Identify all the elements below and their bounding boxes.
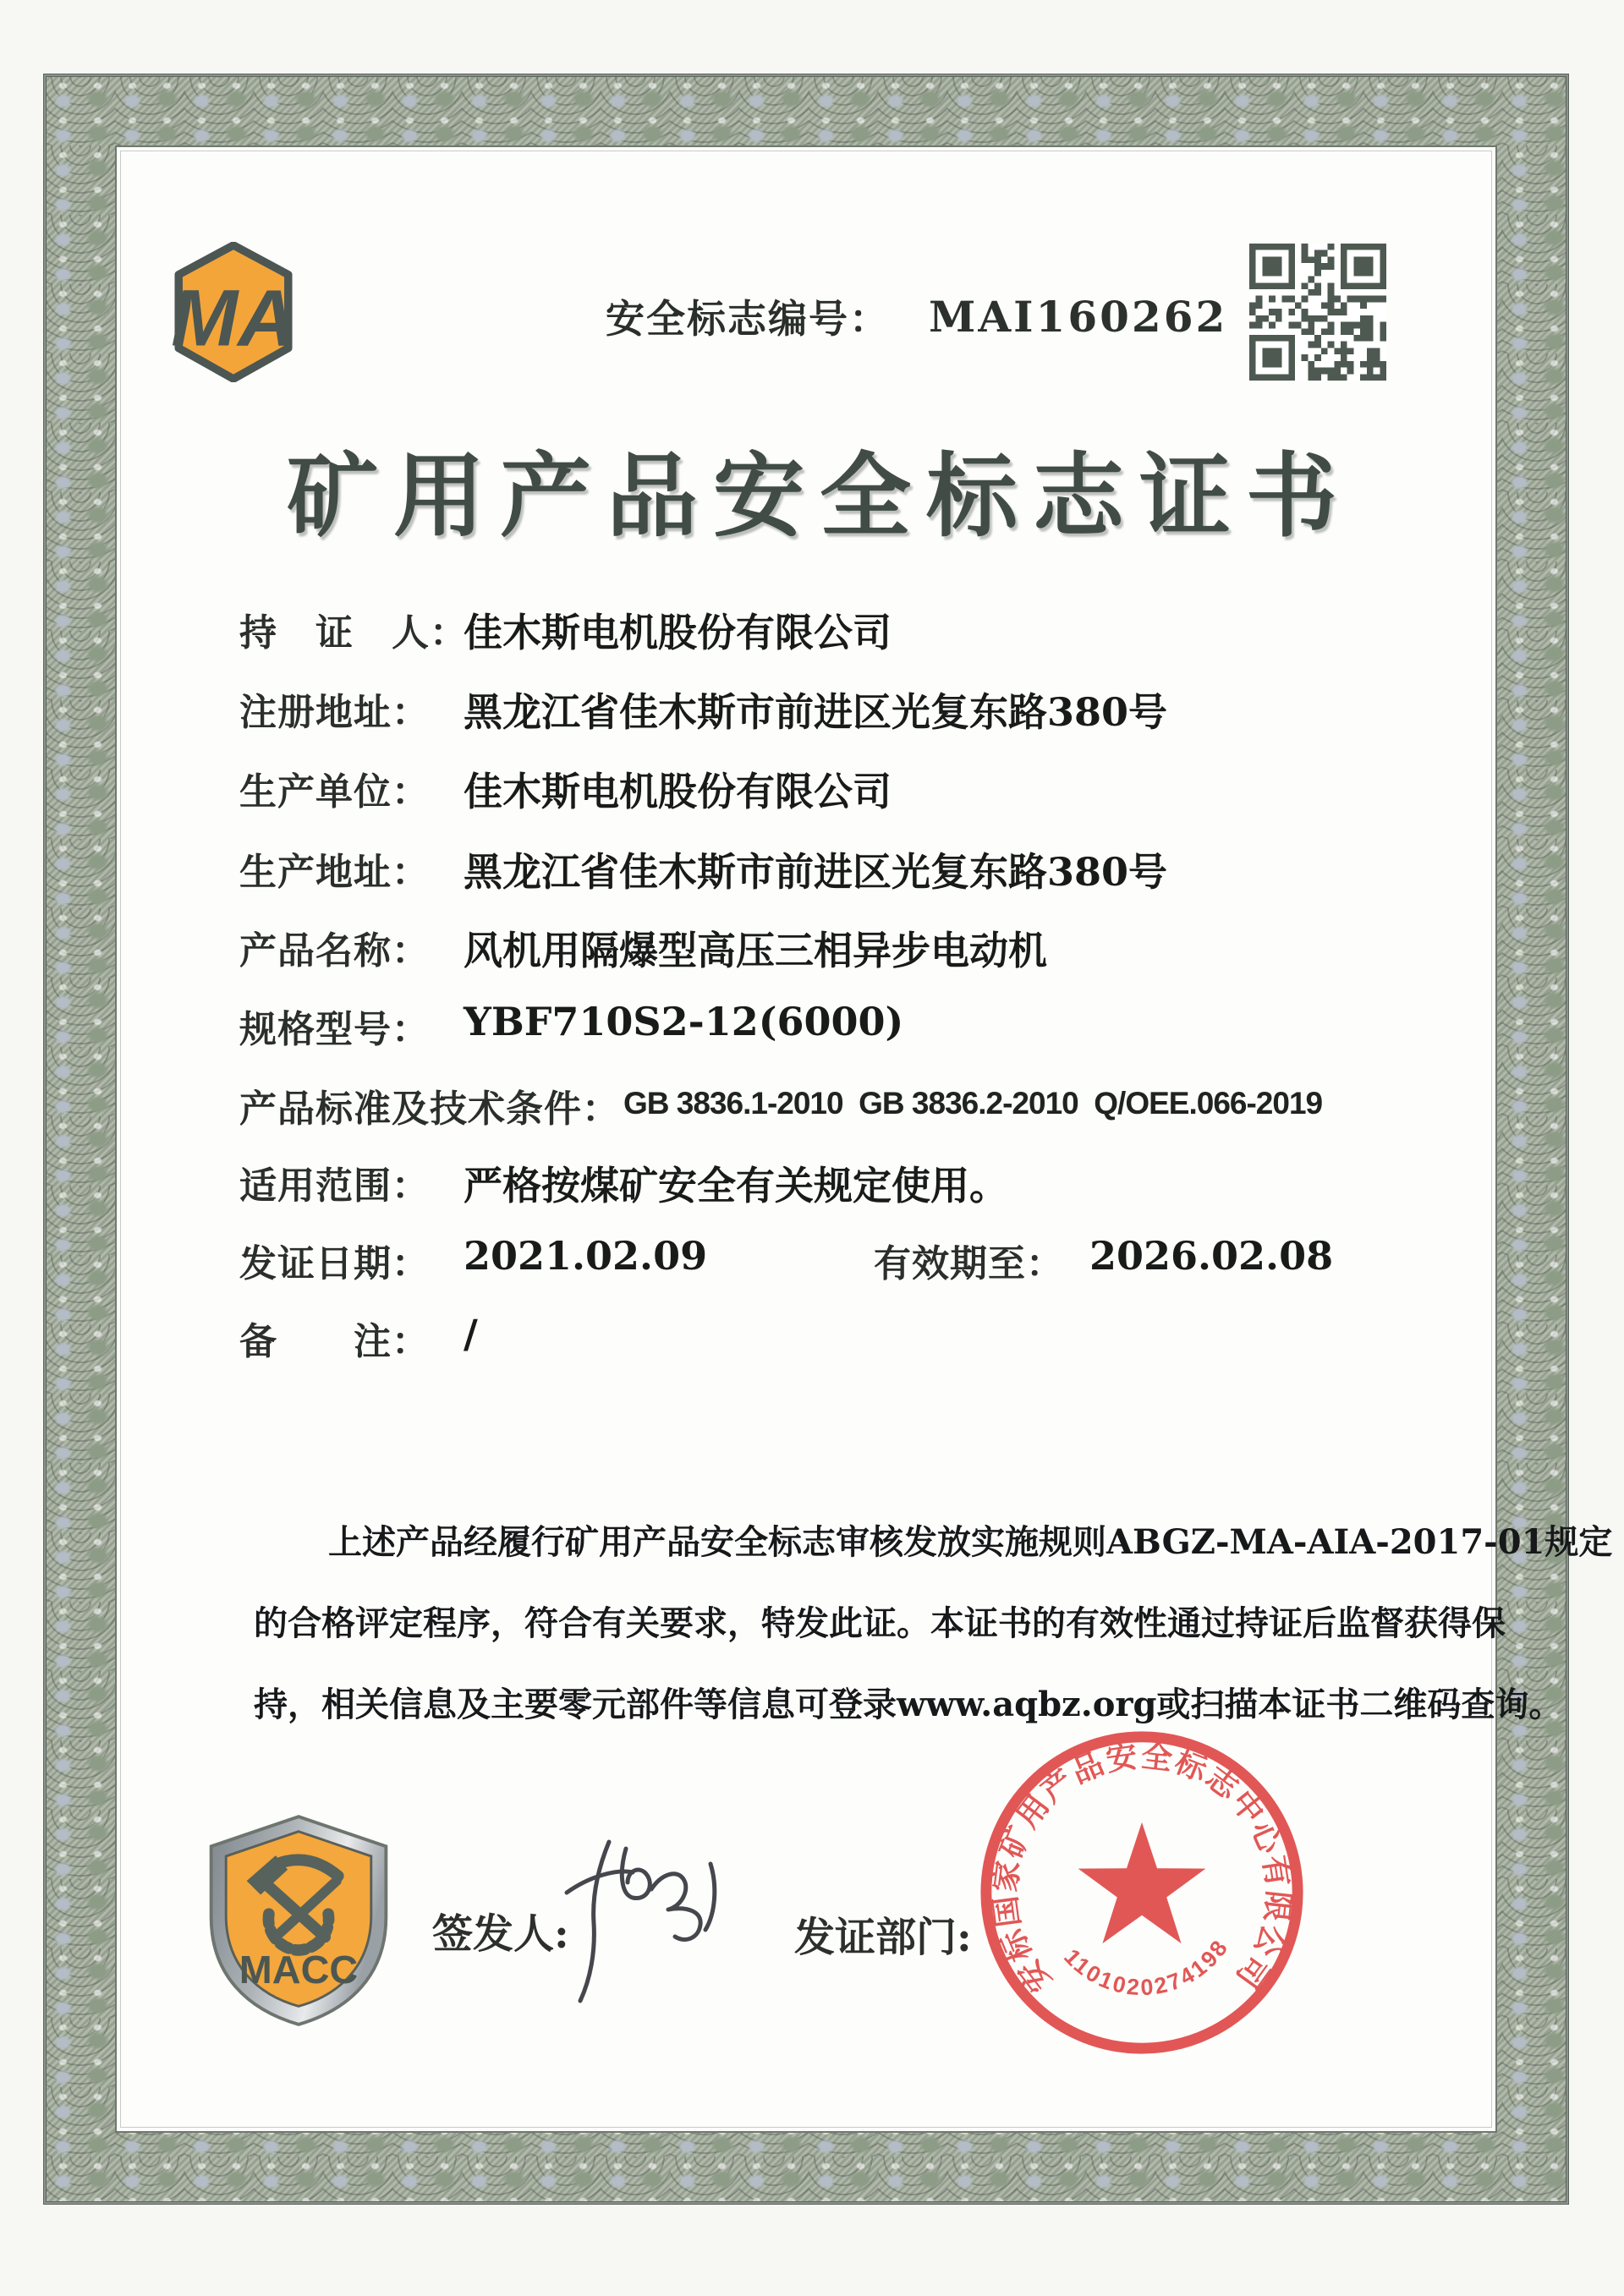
field-label-manufacturer: 生产单位： — [239, 771, 430, 813]
field-label-remark: 备 注： — [239, 1321, 430, 1362]
safety-number-label: 安全标志编号： — [606, 297, 890, 341]
field-value-product-name: 风机用隔爆型高压三相异步电动机 — [464, 928, 1047, 973]
seal-serial-number: 1101020274198 — [1059, 1933, 1234, 2001]
seal-star-icon — [1078, 1822, 1206, 1943]
issuing-department-label: 发证部门: — [794, 1914, 972, 1961]
field-value-scope: 严格按煤矿安全有关规定使用。 — [464, 1163, 1008, 1208]
field-value-reg-address: 黑龙江省佳木斯市前进区光复东路380号 — [464, 689, 1168, 735]
svg-text:1101020274198 — [1059, 1934, 1233, 2000]
statement-line-1: 上述产品经履行矿用产品安全标志审核发放实施规则ABGZ-MA-AIA-2017-01规定 — [328, 1522, 1613, 1562]
official-red-seal — [974, 1725, 1309, 2060]
ma-safety-mark-logo-icon — [167, 242, 300, 382]
field-label-reg-address: 注册地址： — [239, 692, 430, 733]
statement-line-2: 的合格评定程序，符合有关要求，特发此证。本证书的有效性通过持证后监督获得保 — [254, 1603, 1506, 1643]
qr-code-icon — [1249, 244, 1386, 381]
field-label-standards: 产品标准及技术条件： — [239, 1088, 620, 1130]
field-label-scope: 适用范围： — [239, 1165, 430, 1207]
field-label-product-name: 产品名称： — [239, 930, 430, 972]
ma-logo-letters: MA — [171, 273, 296, 364]
macc-shield-letters: MACC — [239, 1948, 359, 1992]
field-label-holder: 持 证 人： — [239, 612, 468, 654]
signer-label: 签发人: — [432, 1910, 569, 1958]
signer-signature-icon — [543, 1833, 746, 2011]
field-value-remark: / — [464, 1311, 478, 1356]
field-value-issue-date: 2021.02.09 — [464, 1233, 708, 1279]
seal-ring-text: 安标国家矿用产品安全标志中心有限公司 — [987, 1738, 1297, 1999]
safety-number-line — [606, 289, 1227, 343]
macc-shield-logo-icon — [200, 1811, 398, 2030]
field-value-prod-address: 黑龙江省佳木斯市前进区光复东路380号 — [464, 849, 1168, 895]
statement-line-3: 持，相关信息及主要零元部件等信息可登录www.aqbz.org或扫描本证书二维码查询。 — [254, 1685, 1563, 1724]
field-value-standards: GB 3836.1-2010 GB 3836.2-2010 Q/OEE.066-2019 — [623, 1086, 1323, 1121]
field-label-prod-address: 生产地址： — [239, 852, 430, 893]
field-label-expiry-date: 有效期至： — [874, 1243, 1064, 1285]
certificate-statement — [254, 1512, 1613, 1756]
field-value-model: YBF710S2-12(6000) — [464, 999, 904, 1044]
field-value-manufacturer: 佳木斯电机股份有限公司 — [464, 769, 892, 814]
field-label-model: 规格型号： — [239, 1009, 430, 1050]
field-label-issue-date: 发证日期： — [239, 1243, 430, 1285]
certificate-title: 矿用产品安全标志证书 — [286, 443, 1352, 550]
field-value-expiry-date: 2026.02.08 — [1089, 1233, 1334, 1279]
safety-number-value: MAI160262 — [929, 291, 1228, 342]
field-value-holder: 佳木斯电机股份有限公司 — [464, 610, 892, 655]
